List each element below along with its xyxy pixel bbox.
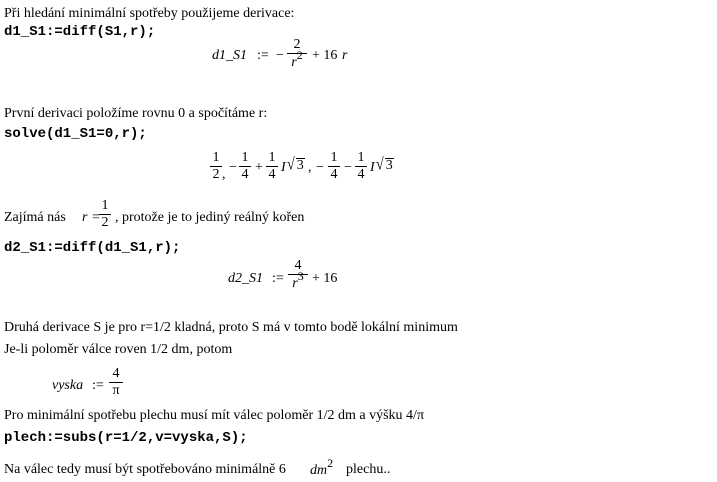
output-tail: + 16 [312, 271, 338, 286]
minus-sign: − [229, 160, 237, 175]
output-lhs: vyska [52, 378, 84, 393]
minus-sign: − [344, 160, 352, 175]
output-lhs: d2_S1 [228, 271, 263, 286]
assign-operator: := [92, 378, 104, 393]
minus-sign: − [316, 160, 324, 175]
fraction: $\frac{1}{4}$ [239, 150, 251, 183]
denominator: r2 [287, 53, 307, 71]
maple-command-input[interactable]: d2_S1:=diff(d1_S1,r); [4, 240, 181, 256]
fraction: $\frac{1}{2}$ [210, 150, 222, 183]
imaginary-unit: I [281, 160, 286, 175]
comma: , [308, 160, 312, 175]
comma: , [222, 167, 226, 182]
sqrt: √ 3 [287, 156, 304, 175]
assign-operator: := [257, 48, 269, 63]
imaginary-unit: I [370, 160, 375, 175]
fraction: $\frac{4}{\pi}$ [109, 366, 123, 399]
minus-sign: − [276, 48, 284, 63]
fraction: $\frac{4}{r3}$ [288, 258, 308, 292]
text-line: Je-li poloměr válce roven 1/2 dm, potom [4, 342, 233, 357]
sqrt: √ 3 [376, 156, 393, 175]
output-variable: r [342, 48, 348, 63]
plus-sign: + [255, 160, 263, 175]
text-line: Druhá derivace S je pro r=1/2 kladná, proto S má v tomto bodě lokální minimum [4, 320, 458, 335]
fraction [287, 37, 307, 71]
maple-command-input[interactable]: plech:=subs(r=1/2,v=vyska,S); [4, 430, 248, 446]
fraction: $\frac{1}{4}$ [328, 150, 340, 183]
text-line: Pro minimální spotřebu plechu musí mít válec poloměr 1/2 dm a výšku 4/π [4, 408, 425, 423]
output-lhs: d1_S1 [212, 48, 247, 63]
output-tail: + 16 [312, 48, 338, 63]
assign-operator: := [272, 271, 284, 286]
text-line: Při hledání minimální spotřeby použijeme derivace: [4, 6, 295, 21]
maple-command-input[interactable]: solve(d1_S1=0,r); [4, 126, 147, 142]
maple-command-input[interactable]: d1_S1:=diff(S1,r); [4, 24, 156, 40]
numerator: 2 [293, 37, 301, 52]
fraction: $\frac{1}{4}$ [355, 150, 367, 183]
fraction: $\frac{1}{2}$ [99, 198, 111, 231]
fraction: $\frac{1}{4}$ [266, 150, 278, 183]
text-line: První derivaci položíme rovnu 0 a spočítáme r: [4, 106, 268, 121]
